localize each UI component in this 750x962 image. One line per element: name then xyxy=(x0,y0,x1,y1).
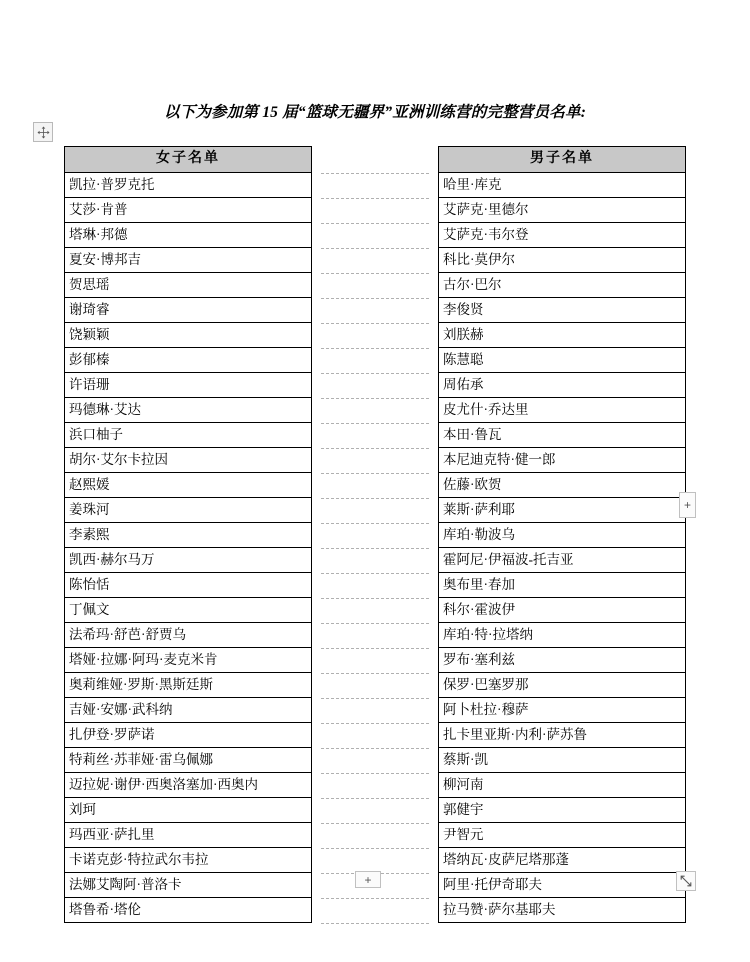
table-row xyxy=(439,698,686,723)
men-player-cell: 古尔·巴尔 xyxy=(439,273,686,298)
men-player-cell: 本尼迪克特·健一郎 xyxy=(439,448,686,473)
men-player-cell: 郭健宇 xyxy=(439,798,686,823)
row-connector-line xyxy=(321,498,429,499)
row-connector-line xyxy=(321,348,429,349)
table-row xyxy=(439,648,686,673)
row-connector-line xyxy=(321,198,429,199)
row-connector-line xyxy=(321,798,429,799)
men-player-cell: 塔纳瓦·皮萨尼塔那蓬 xyxy=(439,848,686,873)
table-row xyxy=(65,873,312,898)
table-row xyxy=(439,798,686,823)
men-table-header: 男子名单 xyxy=(439,147,686,173)
table-row xyxy=(439,248,686,273)
resize-handle[interactable] xyxy=(676,871,696,891)
women-player-cell: 特莉丝·苏菲娅·雷乌佩娜 xyxy=(65,748,312,773)
row-connector-line xyxy=(321,448,429,449)
table-row xyxy=(439,323,686,348)
men-player-cell: 艾萨克·里德尔 xyxy=(439,198,686,223)
men-player-cell: 本田·鲁瓦 xyxy=(439,423,686,448)
women-player-cell: 法希玛·舒芭·舒贾乌 xyxy=(65,623,312,648)
women-player-cell: 丁佩文 xyxy=(65,598,312,623)
women-player-cell: 玛西亚·萨扎里 xyxy=(65,823,312,848)
table-row xyxy=(439,298,686,323)
roster-tables xyxy=(64,146,686,923)
women-player-cell: 贺思瑶 xyxy=(65,273,312,298)
table-header-row xyxy=(439,147,686,173)
row-connector-line xyxy=(321,298,429,299)
table-row xyxy=(439,623,686,648)
men-player-cell: 皮尤什·乔达里 xyxy=(439,398,686,423)
men-player-cell: 陈慧聪 xyxy=(439,348,686,373)
men-player-cell: 哈里·库克 xyxy=(439,173,686,198)
men-player-cell: 罗布·塞利兹 xyxy=(439,648,686,673)
table-row xyxy=(65,898,312,923)
table-row xyxy=(439,498,686,523)
women-player-cell: 胡尔·艾尔卡拉因 xyxy=(65,448,312,473)
row-connector-line xyxy=(321,473,429,474)
men-player-cell: 尹智元 xyxy=(439,823,686,848)
table-row xyxy=(439,673,686,698)
row-connector-line xyxy=(321,748,429,749)
row-connector-line xyxy=(321,373,429,374)
men-player-cell: 库珀·勒波乌 xyxy=(439,523,686,548)
table-row xyxy=(439,173,686,198)
men-player-cell: 保罗·巴塞罗那 xyxy=(439,673,686,698)
women-player-cell: 吉娅·安娜·武科纳 xyxy=(65,698,312,723)
row-connector-line xyxy=(321,573,429,574)
table-row xyxy=(439,848,686,873)
women-player-cell: 塔鲁希·塔伦 xyxy=(65,898,312,923)
table-row xyxy=(65,798,312,823)
table-row xyxy=(65,573,312,598)
table-row xyxy=(65,223,312,248)
women-table-wrapper xyxy=(64,146,312,923)
table-row xyxy=(439,898,686,923)
table-row xyxy=(65,298,312,323)
table-row xyxy=(439,773,686,798)
women-player-cell: 李素熙 xyxy=(65,523,312,548)
men-player-cell: 科尔·霍波伊 xyxy=(439,598,686,623)
table-row xyxy=(65,323,312,348)
women-player-cell: 饶颖颖 xyxy=(65,323,312,348)
women-table-header: 女子名单 xyxy=(65,147,312,173)
table-row xyxy=(65,548,312,573)
table-row xyxy=(65,598,312,623)
table-row xyxy=(439,223,686,248)
row-connector-line xyxy=(321,623,429,624)
table-row xyxy=(65,698,312,723)
women-player-cell: 法娜艾陶阿·普洛卡 xyxy=(65,873,312,898)
table-row xyxy=(65,498,312,523)
table-row xyxy=(439,523,686,548)
table-header-row xyxy=(65,147,312,173)
men-player-cell: 科比·莫伊尔 xyxy=(439,248,686,273)
row-connector-line xyxy=(321,698,429,699)
men-player-cell: 刘朕赫 xyxy=(439,323,686,348)
row-connector-line xyxy=(321,323,429,324)
table-row xyxy=(65,623,312,648)
move-handle-icon[interactable] xyxy=(33,122,53,142)
row-connector-line xyxy=(321,523,429,524)
men-player-cell: 柳河南 xyxy=(439,773,686,798)
women-player-cell: 彭郁榛 xyxy=(65,348,312,373)
row-connector-line xyxy=(321,548,429,549)
add-column-button[interactable]: + xyxy=(679,492,696,518)
table-row xyxy=(65,423,312,448)
row-connector-line xyxy=(321,773,429,774)
men-player-cell: 佐藤·欧贺 xyxy=(439,473,686,498)
table-row xyxy=(65,823,312,848)
row-connector-line xyxy=(321,898,429,899)
table-gap xyxy=(319,146,431,923)
move-arrows-icon xyxy=(37,126,50,139)
table-row xyxy=(65,473,312,498)
men-player-cell: 艾萨克·韦尔登 xyxy=(439,223,686,248)
table-row xyxy=(65,748,312,773)
women-player-cell: 迈拉妮·谢伊·西奥洛塞加·西奥内 xyxy=(65,773,312,798)
table-row xyxy=(439,198,686,223)
table-row xyxy=(65,373,312,398)
table-row xyxy=(65,648,312,673)
men-player-cell: 蔡斯·凯 xyxy=(439,748,686,773)
table-row xyxy=(65,398,312,423)
women-player-cell: 姜珠河 xyxy=(65,498,312,523)
women-player-cell: 凯西·赫尔马万 xyxy=(65,548,312,573)
table-row xyxy=(439,723,686,748)
men-player-cell: 霍阿尼·伊福波-托吉亚 xyxy=(439,548,686,573)
women-player-cell: 艾莎·肯普 xyxy=(65,198,312,223)
row-connector-line xyxy=(321,648,429,649)
women-player-cell: 凯拉·普罗克托 xyxy=(65,173,312,198)
row-connector-line xyxy=(321,673,429,674)
table-row xyxy=(65,248,312,273)
table-row xyxy=(65,673,312,698)
table-row xyxy=(439,598,686,623)
women-player-cell: 玛德琳·艾达 xyxy=(65,398,312,423)
men-player-cell: 阿卜杜拉·穆萨 xyxy=(439,698,686,723)
table-row xyxy=(439,573,686,598)
women-player-cell: 许语珊 xyxy=(65,373,312,398)
table-row xyxy=(65,523,312,548)
table-row xyxy=(439,823,686,848)
men-player-cell: 扎卡里亚斯·内利·萨苏鲁 xyxy=(439,723,686,748)
women-player-cell: 赵熙媛 xyxy=(65,473,312,498)
row-connector-line xyxy=(321,848,429,849)
men-player-cell: 库珀·特·拉塔纳 xyxy=(439,623,686,648)
men-table-wrapper xyxy=(438,146,686,923)
row-connector-line xyxy=(321,423,429,424)
row-connector-line xyxy=(321,398,429,399)
row-connector-line xyxy=(321,273,429,274)
table-row xyxy=(65,448,312,473)
women-player-cell: 谢琦睿 xyxy=(65,298,312,323)
women-player-cell: 陈怡恬 xyxy=(65,573,312,598)
table-row xyxy=(65,348,312,373)
table-row xyxy=(439,398,686,423)
women-player-cell: 浜口柚子 xyxy=(65,423,312,448)
add-row-button[interactable]: + xyxy=(355,871,381,888)
table-row xyxy=(65,273,312,298)
resize-arrow-icon xyxy=(680,875,692,887)
row-connector-line xyxy=(321,598,429,599)
men-player-cell: 周佑承 xyxy=(439,373,686,398)
men-player-cell: 阿里·托伊奇耶夫 xyxy=(439,873,686,898)
table-row xyxy=(439,373,686,398)
table-row xyxy=(439,348,686,373)
table-row xyxy=(65,723,312,748)
women-player-cell: 奥莉维娅·罗斯·黑斯廷斯 xyxy=(65,673,312,698)
table-row xyxy=(65,773,312,798)
row-connector-line xyxy=(321,723,429,724)
women-player-cell: 刘珂 xyxy=(65,798,312,823)
page-title: 以下为参加第 15 届“篮球无疆界”亚洲训练营的完整营员名单: xyxy=(163,104,587,121)
row-connector-line xyxy=(321,173,429,174)
men-player-cell: 李俊贤 xyxy=(439,298,686,323)
men-player-cell: 拉马赞·萨尔基耶夫 xyxy=(439,898,686,923)
women-player-cell: 扎伊登·罗萨诺 xyxy=(65,723,312,748)
row-connector-line xyxy=(321,248,429,249)
women-player-cell: 塔琳·邦德 xyxy=(65,223,312,248)
table-row xyxy=(439,423,686,448)
women-player-cell: 卡诺克彭·特拉武尔韦拉 xyxy=(65,848,312,873)
men-roster-table xyxy=(438,146,686,923)
table-row xyxy=(65,173,312,198)
women-roster-table xyxy=(64,146,312,923)
row-connector-line xyxy=(321,923,429,924)
women-player-cell: 夏安·博邦吉 xyxy=(65,248,312,273)
table-row xyxy=(439,448,686,473)
table-row xyxy=(65,198,312,223)
table-row xyxy=(439,748,686,773)
table-row xyxy=(65,848,312,873)
table-row xyxy=(439,548,686,573)
table-row xyxy=(439,473,686,498)
table-row xyxy=(439,873,686,898)
row-connector-line xyxy=(321,223,429,224)
women-player-cell: 塔娅·拉娜·阿玛·麦克米肯 xyxy=(65,648,312,673)
men-player-cell: 莱斯·萨利耶 xyxy=(439,498,686,523)
men-player-cell: 奥布里·春加 xyxy=(439,573,686,598)
row-connector-line xyxy=(321,823,429,824)
table-row xyxy=(439,273,686,298)
